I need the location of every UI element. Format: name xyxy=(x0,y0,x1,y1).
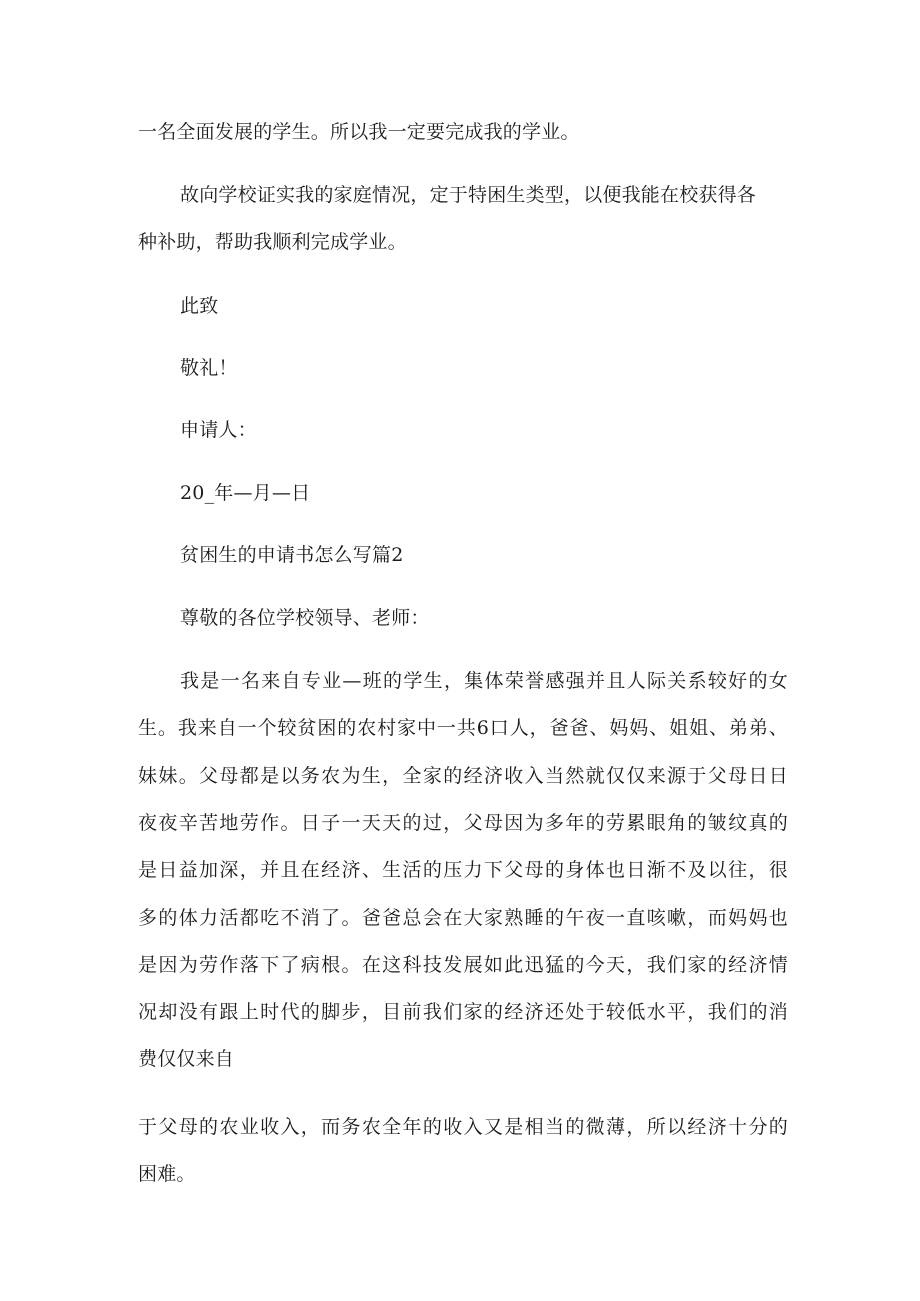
greeting: 尊敬的各位学校领导、老师： xyxy=(180,607,430,629)
text-line: 我是一名来自专业—班的学生，集体荣誉感强并且人际关系较好的女 xyxy=(180,670,788,692)
text-line: 费仅仅来自 xyxy=(138,1048,235,1070)
text-line: 况却没有跟上时代的脚步，目前我们家的经济还处于较低水平，我们的消 xyxy=(138,1001,788,1023)
text-line: 于父母的农业收入，而务农全年的收入又是相当的微薄，所以经济十分的 xyxy=(138,1116,788,1138)
text-line: 种补助，帮助我顺利完成学业。 xyxy=(138,231,407,253)
text-line: 生。我来自一个较贫困的农村家中一共6口人，爸爸、妈妈、姐姐、弟弟、 xyxy=(138,717,788,739)
date-line: 20_年—月—日 xyxy=(180,482,311,504)
text-line: 一名全面发展的学生。所以我一定要完成我的学业。 xyxy=(138,121,580,143)
text-line: 困难。 xyxy=(138,1163,196,1185)
text-line: 多的体力活都吃不消了。爸爸总会在大家熟睡的午夜一直咳嗽，而妈妈也 xyxy=(138,907,788,929)
text-line: 是因为劳作落下了病根。在这科技发展如此迅猛的今天，我们家的经济情 xyxy=(138,954,788,976)
text-line: 妹妹。父母都是以务农为生，全家的经济收入当然就仅仅来源于父母日日 xyxy=(138,765,788,787)
text-line: 是日益加深，并且在经济、生活的压力下父母的身体也日渐不及以往，很 xyxy=(138,859,788,881)
text-line: 夜夜辛苦地劳作。日子一天天的过，父母因为多年的劳累眼角的皱纹真的 xyxy=(138,812,788,834)
closing-salutation: 此致 xyxy=(180,295,219,317)
applicant-label: 申请人： xyxy=(180,419,257,441)
section-heading: 贫困生的申请书怎么写篇2 xyxy=(180,544,404,566)
text-line: 故向学校证实我的家庭情况，定于特困生类型，以便我能在校获得各 xyxy=(180,184,757,206)
closing-regards: 敬礼！ xyxy=(180,357,238,379)
